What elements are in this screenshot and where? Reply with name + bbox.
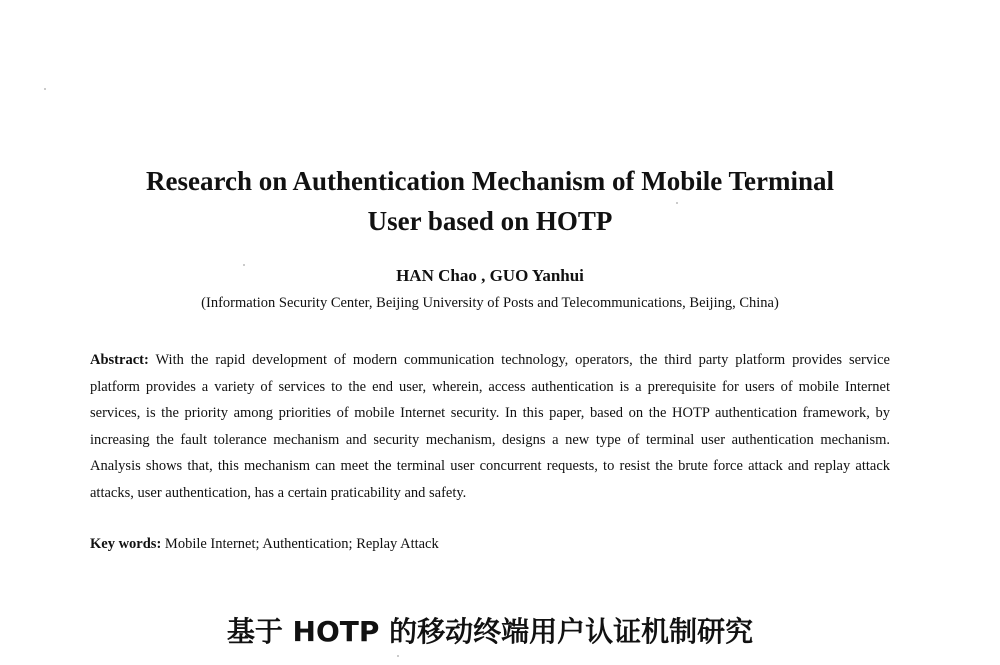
scan-speck	[243, 264, 245, 266]
scan-speck	[44, 88, 46, 90]
abstract-paragraph	[90, 347, 890, 506]
scan-speck	[676, 202, 678, 204]
keywords-text: Mobile Internet; Authentication; Replay Attack	[164, 536, 439, 552]
keywords-line	[90, 533, 890, 555]
paper-title-line-1: Research on Authentication Mechanism of Mobile Terminal	[146, 166, 834, 196]
abstract-label: Abstract:	[90, 352, 149, 368]
paper-authors: HAN Chao , GUO Yanhui	[396, 266, 584, 285]
keywords-label: Key words:	[90, 536, 162, 552]
abstract-text: With the rapid development of modern communication technology, operators, the third party platform provides service platform provides a variety of services to the end user, wherein, access authentication is a prerequisite for users of mobile Internet services, is the priority among priorities of mobile Internet security. In this paper, based on the HOTP authentication framework, by increasing the fault tolerance mechanism and security mechanism, designs a new type of terminal user authentication mechanism. Analysis shows that, this mechanism can meet the terminal user concurrent requests, to resist the brute force attack and replay attack attacks, user authentication, has a certain praticability and safety.	[90, 352, 890, 501]
chinese-title: 基于 HOTP 的移动终端用户认证机制研究	[226, 615, 754, 648]
scan-speck	[397, 655, 399, 657]
paper-title-line-2: User based on HOTP	[367, 206, 613, 236]
paper-affiliation: (Information Security Center, Beijing University of Posts and Telecommunications, Beijing, China)	[201, 295, 779, 311]
